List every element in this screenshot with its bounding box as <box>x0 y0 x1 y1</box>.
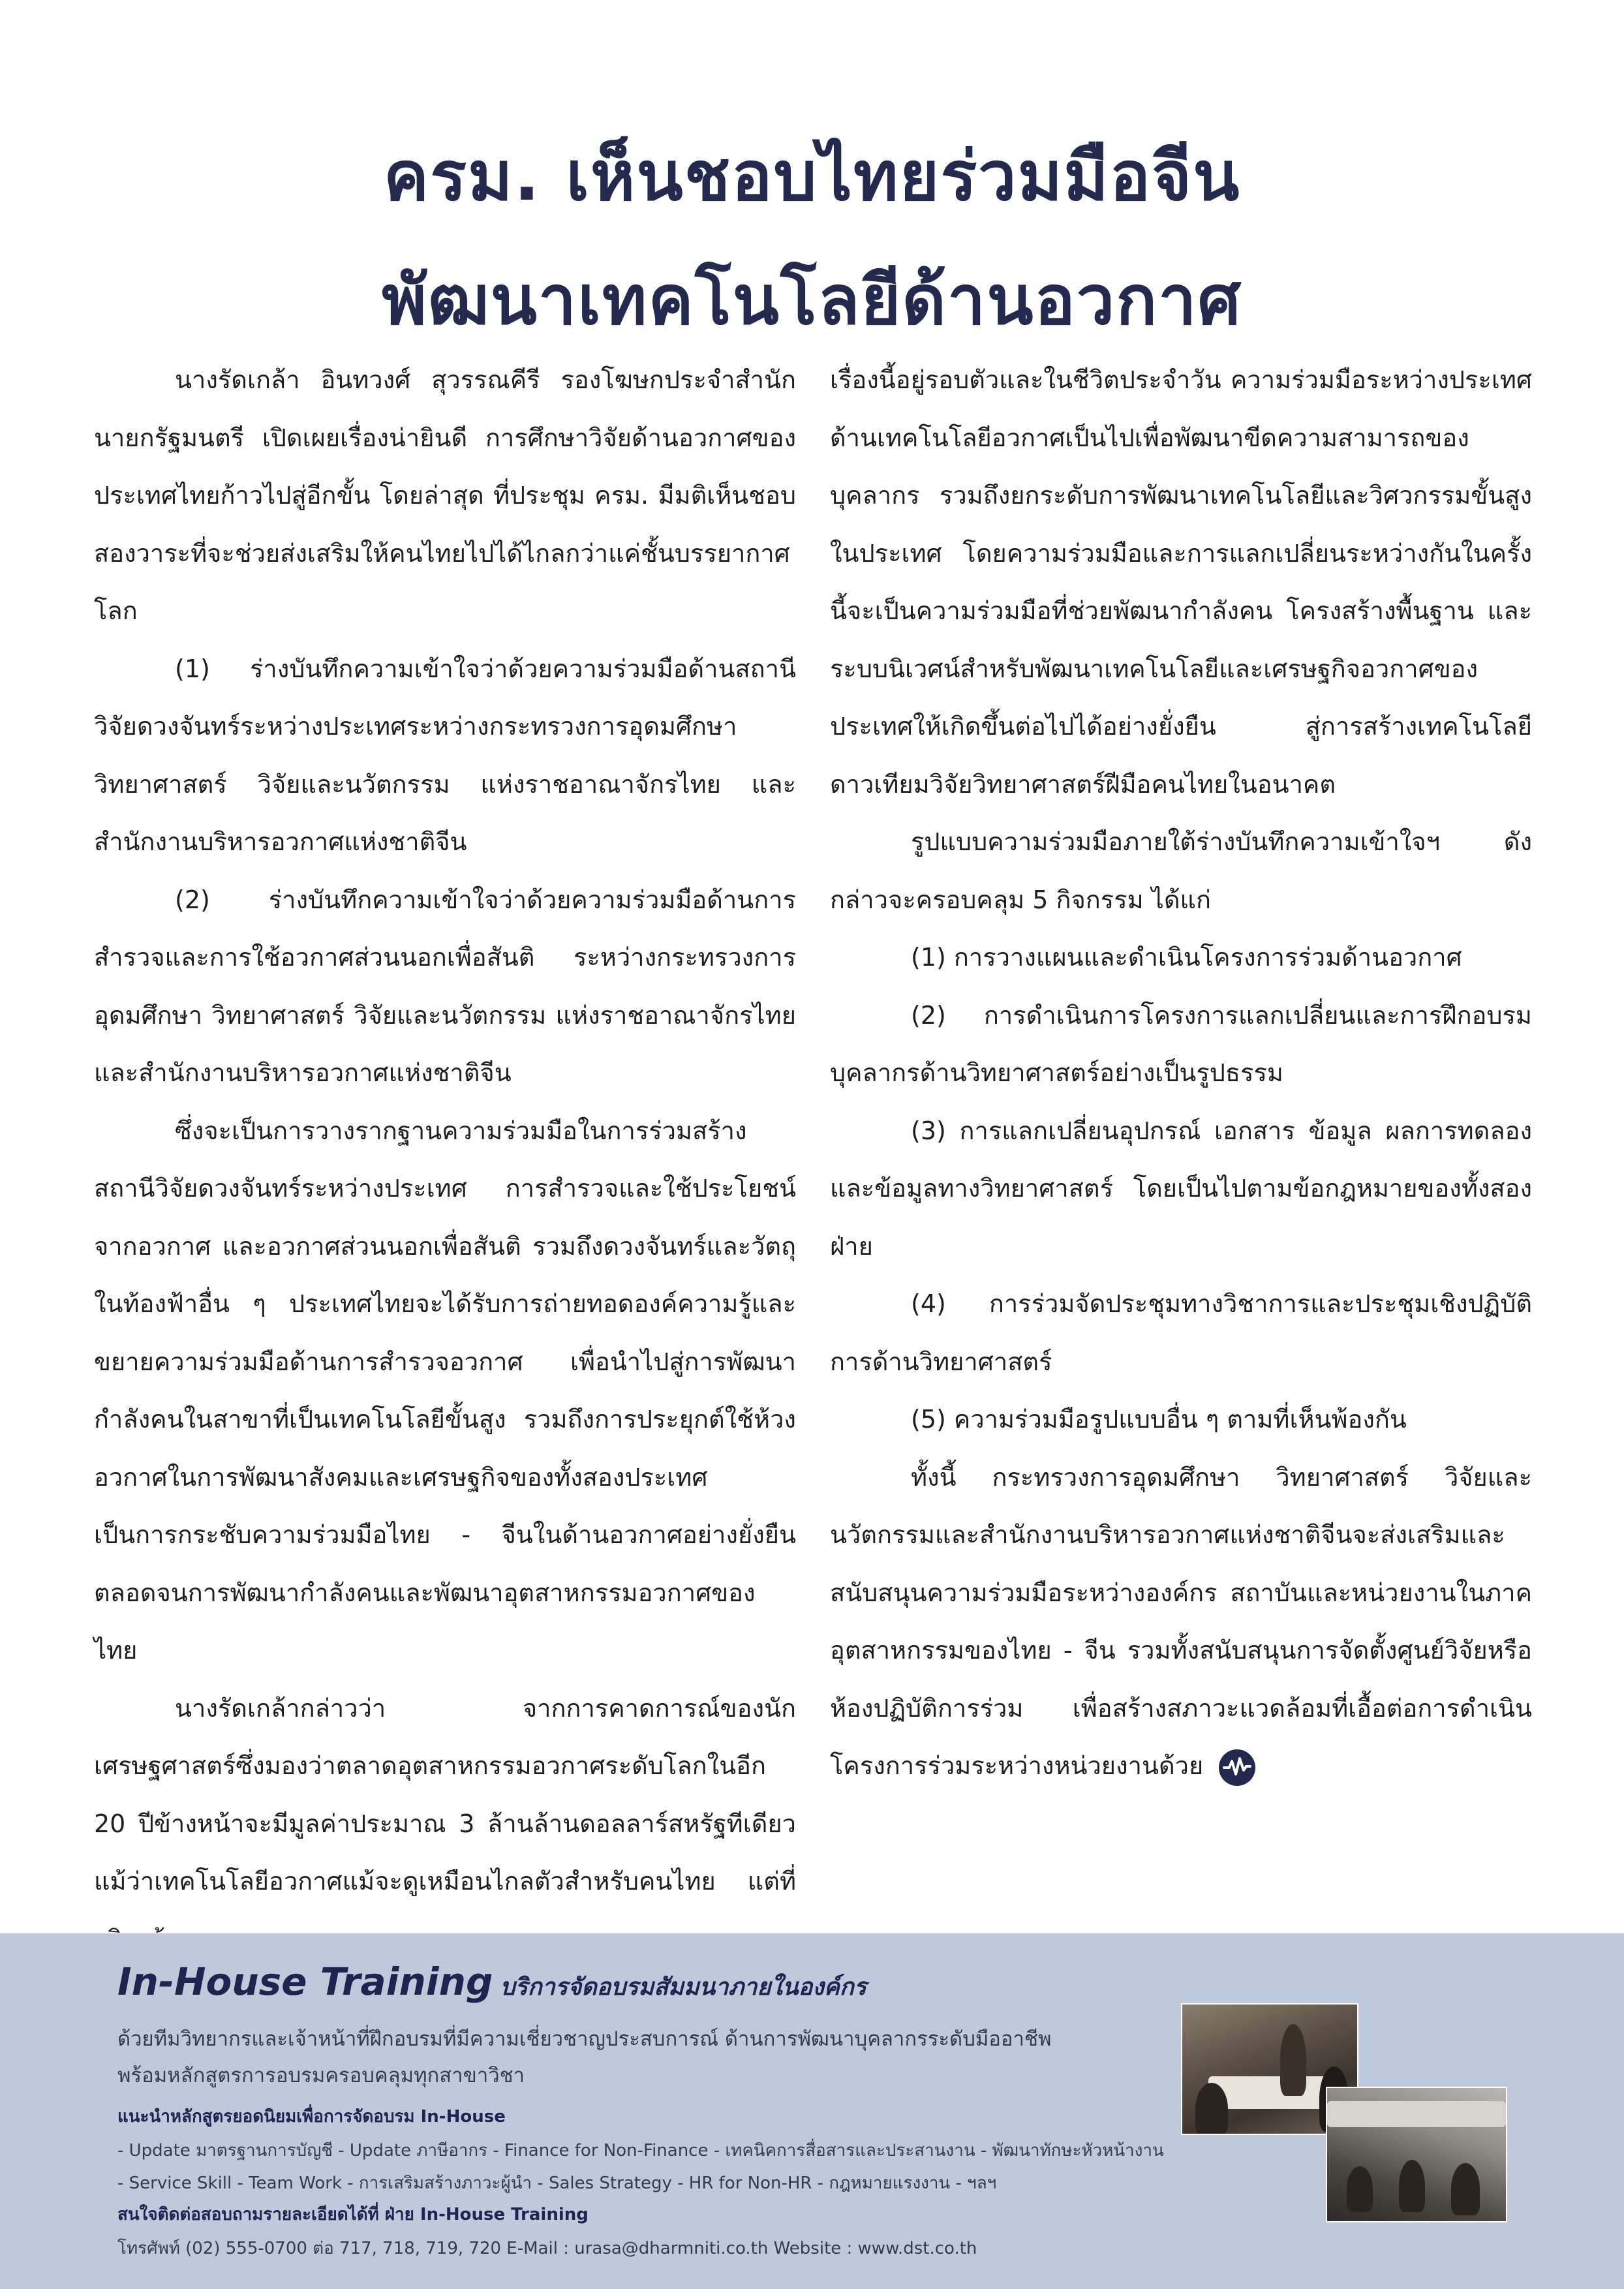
list-item: (5) ความร่วมมือรูปแบบอื่น ๆ ตามที่เห็นพ้องกัน <box>911 1405 1407 1434</box>
courses-line-1: - Update มาตรฐานการบัญชี - Update ภาษีอากร - Finance for Non-Finance - เทคนิคการสื่อสารและประสานงาน - พัฒนาทักษะหัวหน้างาน <box>117 2141 1164 2160</box>
article-title <box>0 114 1624 362</box>
list-item: (4) การร่วมจัดประชุมทางวิชาการและประชุมเชิงปฏิบัติการด้านวิทยาศาสตร์ <box>830 1289 1532 1376</box>
brand-name: In-House Training <box>117 1959 493 2004</box>
list-item: (3) การแลกเปลี่ยนอุปกรณ์ เอกสาร ข้อมูล ผลการทดลองและข้อมูลทางวิทยาศาสตร์ โดยเป็นไปตามข้อกฎหมายของทั้งสองฝ่าย <box>830 1116 1532 1261</box>
list-item: (1) การวางแผนและดำเนินโครงการร่วมด้านอวกาศ <box>911 943 1462 972</box>
recommend-heading: แนะนำหลักสูตรยอดนิยมเพื่อการจัดอบรม In-House <box>117 2107 506 2127</box>
contact-heading: สนใจติดต่อสอบถามรายละเอียดได้ที่ ฝ่าย In-House Training <box>117 2205 589 2224</box>
paragraph: รูปแบบความร่วมมือภายใต้ร่างบันทึกความเข้าใจฯ ดังกล่าวจะครอบคลุม 5 กิจกรรม ได้แก่ <box>830 827 1532 914</box>
brand-subtitle: บริการจัดอบรมสัมมนาภายในองค์กร <box>500 1974 867 2001</box>
end-mark-icon <box>1219 1749 1255 1786</box>
title-line-2: พัฒนาเทคโนโลยีด้านอวกาศ <box>382 260 1242 340</box>
footer-line-2: พร้อมหลักสูตรการอบรมครอบคลุมทุกสาขาวิชา <box>117 2064 525 2087</box>
footer-line-1: ด้วยทีมวิทยากรและเจ้าหน้าที่ฝึกอบรมที่มีความเชี่ยวชาญประสบการณ์ ด้านการพัฒนาบุคลากรระดับมืออาชีพ <box>117 2027 1052 2051</box>
contact-line: โทรศัพท์ (02) 555-0700 ต่อ 717, 718, 719, 720 E-Mail : urasa@dharmniti.co.th Website : www.dst.co.th <box>117 2239 977 2258</box>
paragraph: (2) ร่างบันทึกความเข้าใจว่าด้วยความร่วมมือด้านการสำรวจและการใช้อวกาศส่วนนอกเพื่อสันติ ระหว่างกระทรวงการอุดมศึกษา วิทยาศาสตร์ วิจัยและนวัตกรรม แห่งราชอาณาจักรไทย และสำนักงานบริหารอวกาศแห่งชาติจีน <box>94 885 796 1087</box>
paragraph: (1) ร่างบันทึกความเข้าใจว่าด้วยความร่วมมือด้านสถานีวิจัยดวงจันทร์ระหว่างประเทศระหว่างกระทรวงการอุดมศึกษา วิทยาศาสตร์ วิจัยและนวัตกรรม แห่งราชอาณาจักรไทย และสำนักงานบริหารอวกาศแห่งชาติจีน <box>94 654 796 856</box>
paragraph: ซึ่งจะเป็นการวางรากฐานความร่วมมือในการร่วมสร้างสถานีวิจัยดวงจันทร์ระหว่างประเทศ การสำรวจและใช้ประโยชน์จากอวกาศ และอวกาศส่วนนอกเพื่อสันติ รวมถึงดวงจันทร์และวัตถุในท้องฟ้าอื่น ๆ ประเทศไทยจะได้รับการถ่ายทอดองค์ความรู้และขยายความร่วมมือด้านการสำรวจอวกาศ เพื่อนำไปสู่การพัฒนากำลังคนในสาขาที่เป็นเทคโนโลยีขั้นสูง รวมถึงการประยุกต์ใช้ห้วงอวกาศในการพัฒนาสังคมและเศรษฐกิจของทั้งสองประเทศ เป็นการกระชับความร่วมมือไทย - จีนในด้านอวกาศอย่างยั่งยืน ตลอดจนการพัฒนากำลังคนและพัฒนาอุตสาหกรรมอวกาศของไทย <box>94 1116 796 1665</box>
footer-banner <box>0 1933 1624 2289</box>
list-item: (2) การดำเนินการโครงการแลกเปลี่ยนและการฝึกอบรมบุคลากรด้านวิทยาศาสตร์อย่างเป็นรูปธรรม <box>830 1000 1532 1087</box>
left-column <box>94 351 796 1968</box>
footer-brand <box>117 1959 866 2005</box>
title-line-1: ครม. เห็นชอบไทยร่วมมือจีน <box>383 136 1241 216</box>
paragraph: นางรัดเกล้ากล่าวว่า จากการคาดการณ์ของนักเศรษฐศาสตร์ซึ่งมองว่าตลาดอุตสาหกรรมอวกาศระดับโลกในอีก 20 ปีข้างหน้าจะมีมูลค่าประมาณ 3 ล้านล้านดอลลาร์สหรัฐทีเดียว แม้ว่าเทคโนโลยีอวกาศแม้จะดูเหมือนไกลตัวสำหรับคนไทย แต่ที่ <box>94 1693 796 1896</box>
training-photo-2 <box>1326 2087 1507 2222</box>
paragraph: นางรัดเกล้า อินทวงศ์ สุวรรณคีรี รองโฆษกประจำสำนักนายกรัฐมนตรี เปิดเผยเรื่องน่ายินดี การศึกษาวิจัยด้านอวกาศของประเทศไทยก้าวไปสู่อีกขั้น โดยล่าสุด ที่ประชุม ครม. มีมติเห็นชอบสองวาระที่จะช่วยส่งเสริมให้คนไทยไปได้ไกลกว่าแค่ชั้นบรรยากาศโลก <box>94 365 796 625</box>
paragraph-final-text: ทั้งนี้ กระทรวงการอุดมศึกษา วิทยาศาสตร์ วิจัยและนวัตกรรมและสำนักงานบริหารอวกาศแห่งชาติจีนจะส่งเสริมและสนับสนุนความร่วมมือระหว่างองค์กร สถาบันและหน่วยงานในภาคอุตสาหกรรมของไทย - จีน รวมทั้งสนับสนุนการจัดตั้งศูนย์วิจัยหรือห้องปฏิบัติการร่วม เพื่อสร้างสภาวะแวดล้อมที่เอื้อต่อการดำเนินโครงการร่วมระหว่างหน่วยงานด้วย <box>830 1462 1532 1780</box>
courses-line-2: - Service Skill - Team Work - การเสริมสร้างภาวะผู้นำ - Sales Strategy - HR for Non-HR - กฎหมายแรงงาน - ฯลฯ <box>117 2174 997 2193</box>
paragraph-final <box>830 1449 1532 1795</box>
paragraph: เรื่องนี้อยู่รอบตัวและในชีวิตประจำวัน ความร่วมมือระหว่างประเทศด้านเทคโนโลยีอวกาศเป็นไปเพื่อพัฒนาขีดความสามารถของบุคลากร รวมถึงยกระดับการพัฒนาเทคโนโลยีและวิศวกรรมขั้นสูงในประเทศ โดยความร่วมมือและการแลกเปลี่ยนระหว่างกันในครั้งนี้จะเป็นความร่วมมือที่ช่วยพัฒนากำลังคน โครงสร้างพื้นฐาน และระบบนิเวศน์สำหรับพัฒนาเทคโนโลยีและเศรษฐกิจอวกาศของประเทศให้เกิดขึ้นต่อไปได้อย่างยั่งยืน สู่การสร้างเทคโนโลยีดาวเทียมวิจัยวิทยาศาสตร์ฝีมือคนไทยในอนาคต <box>830 365 1532 799</box>
right-column <box>830 351 1532 1795</box>
